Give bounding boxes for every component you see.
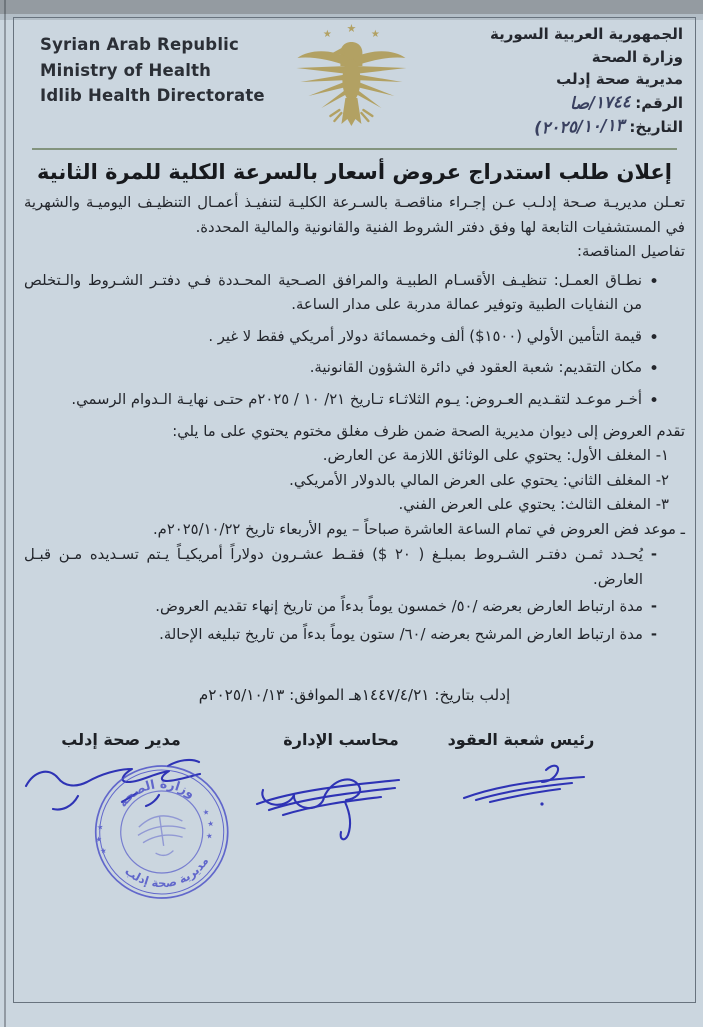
conditions-list [24, 543, 657, 647]
official-stamp [83, 753, 242, 915]
list-item-bidder-commitment-50: - مدة ارتباط العارض بعرضه /٥٠/ خمسون يوماً بدءاً من تاريخ إنهاء تقديم العروض. [24, 595, 657, 620]
details-label: تفاصيل المناقصة: [576, 243, 685, 261]
en-ministry: Ministry of Health [40, 60, 212, 80]
letterhead [24, 18, 685, 148]
ar-ministry: وزارة الصحة [591, 47, 683, 66]
document-date-value: ٢٠٢٥/١٠/١٣) [533, 115, 625, 138]
submission-instructions: تقدم العروض إلى ديوان مديرية الصحة ضمن ظرف مغلق مختوم يحتوي على ما يلي: [172, 422, 685, 440]
en-country: Syrian Arab Republic [40, 35, 240, 54]
envelope-third: ٣- المغلف الثالث: يحتوي على العرض الفني. [398, 496, 669, 514]
envelope-first: ١- المغلف الأول: يحتوي على الوثائق اللازمة عن العارض. [322, 447, 669, 465]
document-number-label: الرقم: [635, 93, 683, 112]
document-date-line [490, 115, 683, 140]
tender-details-list [24, 269, 659, 413]
ar-directorate: مديرية صحة إدلب [556, 70, 683, 88]
issue-dateline: إدلب بتاريخ: ١٤٤٧/٤/٢١هـ الموافق: ٢٠٢٥/١٠/١٣م [198, 686, 511, 704]
bid-opening-line: ـ موعد فض العروض في تمام الساعة العاشرة صباحاً – يوم الأربعاء تاريخ ٢٠٢٥/١٠/٢٢م. [152, 520, 685, 538]
svg-text:★: ★ [205, 831, 214, 841]
emblem-star-icon: ★ [345, 22, 356, 35]
document-date-label: التاريخ: [629, 118, 683, 137]
announcement-title: إعلان طلب استدراج عروض أسعار بالسرعة الكلية للمرة الثانية [37, 160, 672, 184]
list-item-booklet-price: - يُحـدد ثمـن دفتـر الشـروط بمبلـغ ( ٢٠ $) فقـط عشـرون دولاراً أمريكيـاً يـتم تسـديده مـن قبـل العارض. [24, 543, 657, 592]
document-number-line [490, 91, 683, 116]
svg-text:★: ★ [99, 845, 108, 856]
header-separator-line [32, 148, 677, 150]
list-item-bidder-commitment-60: - مدة ارتباط العارض المرشح بعرضه /٦٠/ ستون يوماً بدءاً من تاريخ تبليغه الإحالة. [24, 623, 657, 648]
svg-text:★: ★ [202, 807, 210, 818]
list-item-submission-place: • مكان التقديم: شعبة العقود في دائرة الشؤون القانونية. [24, 356, 659, 381]
signatory-title-contracts-head: رئيس شعبة العقود [447, 730, 595, 749]
announcement-body [24, 191, 685, 648]
envelopes-list [24, 444, 669, 518]
document-border-frame [13, 17, 696, 1003]
paper-fold-line [4, 0, 6, 1027]
signatory-title-admin-accountant: محاسب الإدارة [283, 730, 399, 749]
svg-text:★: ★ [206, 818, 215, 829]
ar-country: الجمهورية العربية السورية [490, 25, 683, 43]
svg-text:★: ★ [96, 822, 105, 832]
list-item-deadline: • أخـر موعـد لتقـديم العـروض: يـوم الثلاثـاء تـاريخ ٢١/ ١٠ / ٢٠٢٥م حتـى نهايـة الـدوام الرسمي. [24, 388, 659, 413]
list-item-scope-of-work: • نطـاق العمـل: تنظيـف الأقسـام الطبيـة والمرافق الصـحية المحـددة فـي دفتـر الشـروط والـتخلص من النفايات الطبية وتوفير عمالة مدربة على مدار الساعة. [24, 269, 659, 318]
signatory-title-health-director: مدير صحة إدلب [61, 730, 181, 749]
scan-edge-strip [0, 0, 703, 14]
svg-text:مديرية صحة إدلب [121, 853, 214, 896]
document-number-value: ١٧٤٤/صا [569, 91, 631, 113]
letterhead-arabic [490, 23, 683, 140]
letterhead-english [40, 32, 265, 109]
envelope-second: ٢- المغلف الثاني: يحتوي على العرض المالي بالدولار الأمريكي. [289, 471, 669, 489]
signature-admin-accountant [247, 756, 422, 855]
stamp-top-text: وزارة الصحة [114, 775, 199, 810]
en-directorate: Idlib Health Directorate [40, 86, 265, 106]
svg-text:★: ★ [94, 834, 103, 845]
emblem-star-icon: ★ [322, 29, 332, 40]
list-item-initial-deposit: • قيمة التأمين الأولي (١٥٠٠$) ألف وخمسمائة دولار أمريكي فقط لا غير . [24, 325, 659, 350]
stamp-bottom-text: مديرية صحة إدلب [122, 854, 212, 891]
stamp-center-eagle-icon [136, 813, 189, 859]
emblem-star-icon: ★ [370, 29, 380, 40]
intro-paragraph: تعـلن مديريـة صـحة إدلـب عـن إجـراء مناقصـة بالسـرعة الكليـة لتنفيـذ أعمـال التنظيـف اليوميـة والشهرية في المستشفيات التابعة لها وفق دفتر الشروط الفنية والقانونية والمالية المحددة. [24, 194, 685, 236]
signature-contracts-head [444, 758, 614, 822]
eagle-emblem-icon [291, 22, 411, 142]
